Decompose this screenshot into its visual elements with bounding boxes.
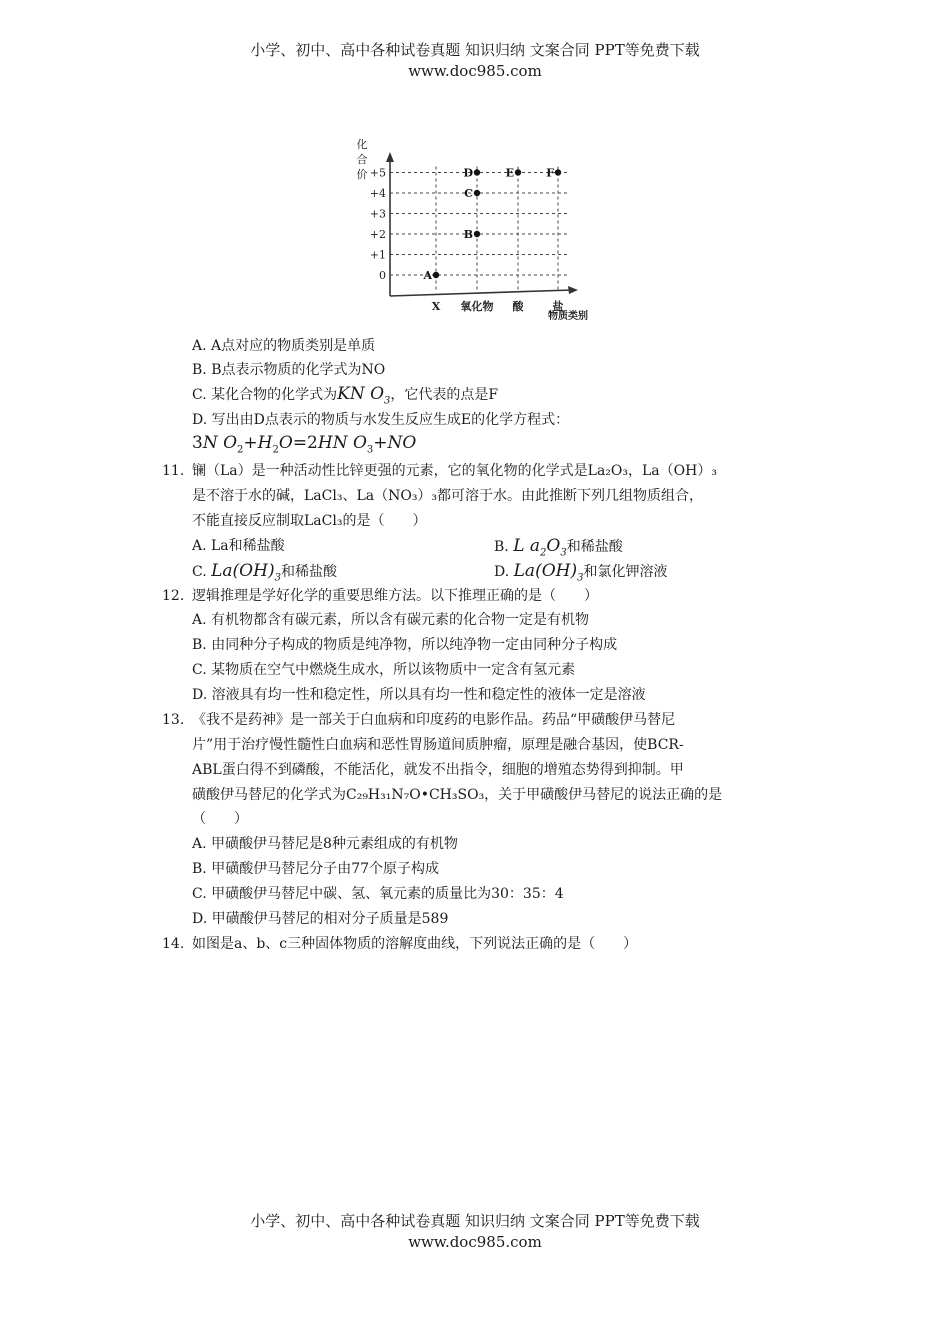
q13-option-b: B. 甲磺酸伊马替尼分子由77个原子构成	[192, 861, 440, 877]
x-category-label: 酸	[512, 300, 524, 313]
x-category-label: X	[431, 300, 441, 313]
q10-option-c-pre: C. 某化合物的化学式为	[192, 387, 338, 403]
q10-option-d: D. 写出由D点表示的物质与水发生反应生成E的化学方程式：	[192, 412, 570, 428]
y-tick-label: +3	[369, 207, 386, 221]
q11-option-d-pre: D.	[494, 564, 510, 580]
y-axis-label-char: 合	[356, 153, 368, 166]
q11-option-c-post: 和稀盐酸	[280, 564, 337, 580]
q13-number: 13.	[162, 712, 185, 728]
q10-option-b: B. B点表示物质的化学式为NO	[192, 362, 386, 378]
q12-stem: 逻辑推理是学好化学的重要思维方法。以下推理正确的是（ ）	[192, 588, 598, 604]
x-category-label: 氧化物	[460, 300, 494, 313]
y-axis-label-char: 化	[356, 138, 368, 151]
x-category-label: 盐	[552, 300, 564, 313]
q10-equation	[192, 431, 416, 457]
y-tick-label: +2	[369, 228, 386, 241]
q11-option-d	[494, 559, 667, 585]
formula-kno3: KN $O_3$	[337, 384, 391, 407]
chart-marks	[422, 167, 561, 283]
point-label-c: C	[464, 187, 473, 200]
header-line-1: 小学、初中、高中各种试卷真题 知识归纳 文案合同 PPT等免费下载	[250, 41, 700, 59]
q13-stem-line-4: 磺酸伊马替尼的化学式为C₂₉H₃₁N₇O•CH₃SO₃，关于甲磺酸伊马替尼的说法正确的是	[192, 787, 723, 803]
header-url: www.doc985.com	[408, 62, 542, 80]
point-label-d: D	[463, 166, 473, 180]
q11-stem-line-2: 是不溶于水的碱，LaCl₃、La（NO₃）₃都可溶于水。由此推断下列几组物质组合，	[192, 488, 704, 504]
formula-la2o3: L $a_2O_3$	[513, 536, 567, 559]
page-header	[0, 40, 950, 82]
q10-option-c	[192, 382, 498, 408]
q13-stem-line-1: 《我不是药神》是一部关于白血病和印度药的电影作品。药品“甲磺酸伊马替尼	[192, 712, 676, 728]
q11-option-d-post: 和氯化钾溶液	[583, 564, 668, 580]
formula-la-oh-3-d: $La(OH)_3$	[513, 561, 584, 584]
q11-option-b	[494, 534, 623, 560]
q12-option-a: A. 有机物都含有碳元素，所以含有碳元素的化合物一定是有机物	[192, 612, 590, 628]
point-d	[474, 169, 480, 175]
formula-la-oh-3-c: $La(OH)_3$	[211, 561, 281, 584]
q11-option-c-pre: C.	[192, 564, 207, 580]
point-label-a: A	[423, 269, 432, 282]
point-f	[555, 169, 561, 175]
footer-url: www.doc985.com	[408, 1233, 542, 1251]
q13-stem-line-5: （ ）	[192, 811, 248, 827]
q11-option-b-post: 和稀盐酸	[566, 539, 623, 555]
q11-stem-line-3: 不能直接反应制取LaCl₃的是（ ）	[192, 513, 427, 529]
q11-option-a: A. La和稀盐酸	[192, 538, 285, 554]
q12-option-c: C. 某物质在空气中燃烧生成水，所以该物质中一定含有氢元素	[192, 662, 576, 678]
y-axis-arrow	[386, 152, 394, 162]
q11-number: 11.	[162, 463, 185, 479]
q14-number: 14.	[162, 936, 185, 952]
q13-option-a: A. 甲磺酸伊马替尼是8种元素组成的有机物	[192, 836, 458, 852]
point-label-f: F	[546, 166, 554, 180]
q10-option-c-post: ，它代表的点是F	[390, 387, 499, 403]
q11-stem-line-1: 镧（La）是一种活动性比锌更强的元素，它的氧化物的化学式是La₂O₃，La（OH）₃	[192, 463, 717, 479]
x-axis-arrow	[568, 286, 578, 294]
q12-option-b: B. 由同种分子构成的物质是纯净物，所以纯净物一定由同种分子构成	[192, 637, 618, 653]
valence-chart	[340, 136, 610, 328]
page-footer	[0, 1211, 950, 1253]
q12-option-d: D. 溶液具有均一性和稳定性，所以具有均一性和稳定性的液体一定是溶液	[192, 687, 646, 703]
q13-option-c: C. 甲磺酸伊马替尼中碳、氢、氧元素的质量比为30：35：4	[192, 886, 564, 902]
q14-stem: 如图是a、b、c三种固体物质的溶解度曲线，下列说法正确的是（ ）	[192, 936, 638, 952]
q12-number: 12.	[162, 588, 185, 604]
point-a	[433, 272, 439, 278]
point-c	[474, 190, 480, 196]
q11-option-c	[192, 559, 337, 585]
q13-stem-line-3: ABL蛋白得不到磷酸，不能活化，就发不出指令，细胞的增殖态势得到抑制。甲	[192, 762, 684, 778]
footer-line-1: 小学、初中、高中各种试卷真题 知识归纳 文案合同 PPT等免费下载	[250, 1212, 700, 1230]
point-b	[474, 231, 480, 237]
q13-option-d: D. 甲磺酸伊马替尼的相对分子质量是589	[192, 911, 449, 927]
y-tick-label: +4	[369, 187, 386, 200]
point-e	[515, 169, 521, 175]
q11-option-b-pre: B.	[494, 539, 509, 555]
q13-stem-line-2: 片”用于治疗慢性髓性白血病和恶性胃肠道间质肿瘤，原理是融合基因，使BCR-	[192, 737, 684, 753]
point-label-b: B	[463, 228, 473, 241]
y-tick-label: 0	[379, 269, 386, 282]
point-label-e: E	[505, 166, 514, 180]
y-tick-label: +5	[369, 166, 386, 180]
x-axis	[390, 290, 572, 296]
chemical-equation: 3N $O_2+H_2O=2HN$ $O_3+NO$	[192, 433, 417, 456]
q10-option-a: A. A点对应的物质类别是单质	[192, 338, 376, 354]
x-axis-label: 物质类别	[548, 311, 588, 322]
y-tick-label: +1	[369, 248, 386, 262]
y-axis-label-char: 价	[356, 168, 368, 181]
